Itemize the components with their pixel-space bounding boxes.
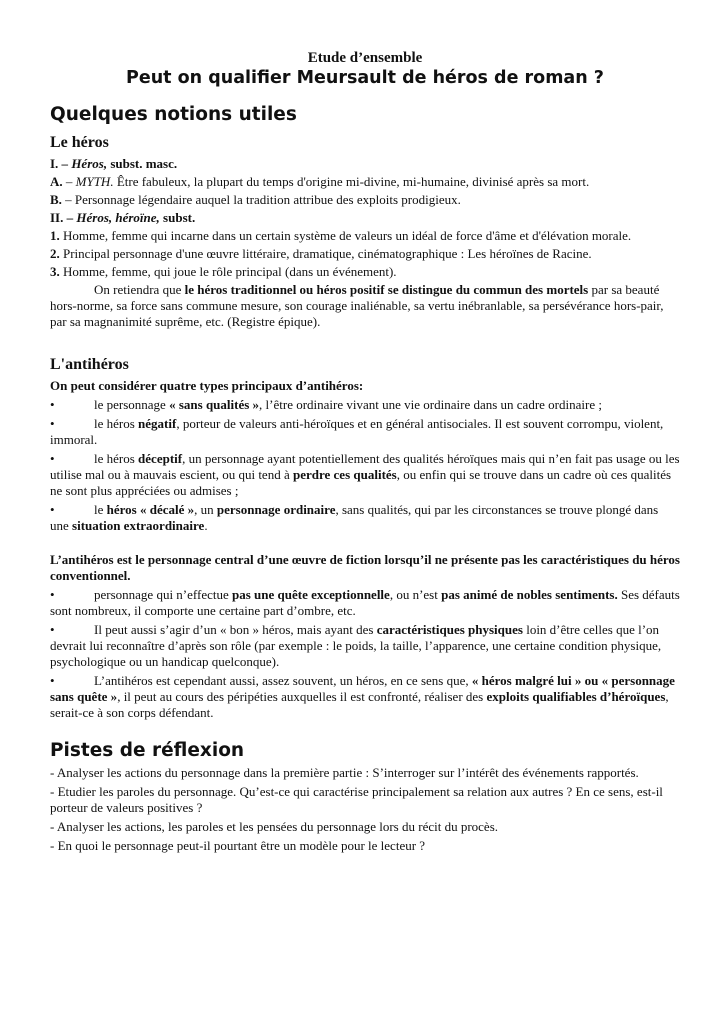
bullet-icon: •: [50, 673, 55, 688]
definition-2-1: [50, 228, 680, 244]
list-item-text: Ses défauts sont nombreux, il comporte une certaine part d’ombre, etc.: [50, 587, 680, 618]
list-item-text: personnage qui n’effectue: [94, 587, 233, 602]
list-item-emphasis: « sans qualités »: [169, 397, 260, 412]
bullet-icon: •: [50, 622, 55, 637]
list-item-text: L’antihéros est cependant aussi, assez souvent, un héros, en ce sens que,: [94, 673, 472, 688]
definition-grammar: subst.: [159, 210, 196, 225]
definition-2-2: [50, 246, 680, 262]
list-item: - Analyser les actions, les paroles et les pensées du personnage lors du récit du procès.: [50, 819, 499, 834]
document-kicker: Etude d’ensemble: [307, 50, 423, 66]
list-item-emphasis: pas une quête exceptionnelle: [232, 587, 390, 602]
subheading-hero: Le héros: [50, 134, 109, 151]
list-item-text: , un personnage ayant potentiellement des qualités héroïques mais qui n’en fait pas usage ou les utilise mal ou à mauvais escient, ou qui tend à: [50, 451, 680, 482]
definition-text: – Personnage légendaire auquel la tradition attribue des exploits prodigieux.: [61, 192, 461, 207]
list-item-text: , sans qualités, qui par les circonstances se trouve plongé dans une: [50, 502, 659, 533]
definition-label: B.: [50, 192, 62, 207]
definition-text: Homme, femme, qui joue le rôle principal (dans un événement).: [59, 264, 397, 279]
definition-number: II. –: [50, 210, 77, 225]
list-item-text: le: [94, 502, 107, 517]
list-item: - En quoi le personnage peut-il pourtant être un modèle pour le lecteur ?: [50, 838, 426, 853]
list-item-emphasis: caractéristiques physiques: [376, 622, 523, 637]
list-item-text: , il peut au cours des péripéties auxquelles il est confronté, réaliser des: [117, 689, 487, 704]
list-item-text: , un: [194, 502, 217, 517]
bullet-icon: •: [50, 451, 55, 466]
definition-grammar: subst. masc.: [107, 156, 178, 171]
hero-definitions: [50, 156, 680, 330]
list-item-text: , serait-ce à son corps défendant.: [50, 689, 669, 720]
bullet-icon: •: [50, 416, 55, 431]
antihero-types: [50, 378, 680, 721]
definition-number: I. –: [50, 156, 72, 171]
list-item: - Analyser les actions du personnage dans la première partie : S’interroger sur l’intérêt des événements rapportés.: [50, 765, 639, 780]
list-item-emphasis: négatif: [138, 416, 177, 431]
bullet-icon: •: [50, 587, 55, 602]
list-item-emphasis: ou « personnage sans quête »: [50, 673, 675, 704]
definition-label: A.: [50, 174, 63, 189]
list-item-text: Il peut aussi s’agir d’un « bon » héros, mais ayant des: [94, 622, 377, 637]
list-item-text: loin d’être celles que l’on devrait lui reconnaître d’après son rôle (par exemple : le poids, la taille, l’apparence, une certaine condition physique, psychologique ou un handicap quelconque).: [50, 622, 662, 669]
definition-text: Être fabuleux, la plupart du temps d'origine mi-divine, mi-humaine, divinisé après sa mort.: [113, 174, 590, 189]
definition-term: Héros,: [71, 156, 108, 171]
list-item: [50, 416, 680, 448]
definition-term: Héros, héroïne,: [76, 210, 160, 225]
definition-text: Homme, femme qui incarne dans un certain système de valeurs un idéal de force d'âme et d'élévation morale.: [59, 228, 632, 243]
list-item: [50, 451, 680, 499]
list-item-text: , l’être ordinaire vivant une vie ordinaire dans un cadre ordinaire ;: [259, 397, 602, 412]
list-item-emphasis: personnage ordinaire: [216, 502, 336, 517]
list-item-text: .: [204, 518, 208, 533]
paragraph-text: On retiendra que: [94, 282, 185, 297]
list-item-text: , porteur de valeurs anti-héroïques et en général antisociales. Il est souvent corrompu, violent, immoral.: [50, 416, 664, 447]
list-item-text: le héros: [94, 416, 139, 431]
bullet-icon: •: [50, 502, 55, 517]
pistes-list: [50, 765, 680, 854]
list-item: [50, 622, 680, 670]
paragraph-text: par sa beauté hors-norme, sa force sans commune mesure, son courage inaliénable, sa vertu inébranlable, sa persévérance hors-pair, par sa magnanimité suprême, etc. (Registre épique).: [50, 282, 664, 329]
definition-label: 2.: [50, 246, 60, 261]
definition-text: Principal personnage d'une œuvre littéraire, dramatique, cinématographique : Les héroïnes de Racine.: [59, 246, 592, 261]
list-item: [50, 397, 680, 413]
list-item-emphasis: exploits qualifiables d’héroïques: [486, 689, 666, 704]
section-heading-pistes: Pistes de réflexion: [50, 740, 245, 761]
definition-label: 3.: [50, 264, 60, 279]
antihero-intro: On peut considérer quatre types principaux d’antihéros:: [50, 378, 364, 393]
definition-1a: [50, 174, 680, 190]
list-item-emphasis: situation extraordinaire: [72, 518, 205, 533]
list-item-emphasis: « héros malgré lui »: [471, 673, 582, 688]
document-title: Peut on qualifier Meursault de héros de roman ?: [126, 68, 604, 88]
bullet-icon: •: [50, 397, 55, 412]
list-item-text: , ou enfin qui se trouve dans un cadre où ces qualités ne sont plus appréciées ou admises ;: [50, 467, 672, 498]
list-item-text: le héros: [94, 451, 139, 466]
hero-summary-paragraph: [50, 282, 680, 330]
list-item-emphasis: perdre ces qualités: [292, 467, 397, 482]
document-page: [50, 50, 680, 857]
list-item: [50, 587, 680, 619]
definition-dash: –: [62, 174, 76, 189]
list-item-emphasis: déceptif: [138, 451, 183, 466]
definition-2-3: [50, 264, 680, 280]
list-item-text: le personnage: [94, 397, 170, 412]
definition-1b: [50, 192, 680, 208]
section-heading-notions: Quelques notions utiles: [50, 104, 297, 125]
definition-2-heading: [50, 210, 680, 226]
list-item-emphasis: héros « décalé »: [106, 502, 195, 517]
list-item-text: , ou n’est: [389, 587, 442, 602]
definition-label: 1.: [50, 228, 60, 243]
subheading-antihero: L'antihéros: [50, 356, 129, 373]
list-item: [50, 502, 680, 534]
list-item: - Etudier les paroles du personnage. Qu’est-ce qui caractérise principalement sa relation aux autres ? En ce sens, est-il porteur de valeurs positives ?: [50, 784, 663, 815]
paragraph-emphasis: le héros traditionnel ou héros positif se distingue du commun des mortels: [184, 282, 589, 297]
definition-1-heading: [50, 156, 680, 172]
list-item: [50, 673, 680, 721]
antihero-definition: L’antihéros est le personnage central d’une œuvre de fiction lorsqu’il ne présente pas les caractéristiques du héros conventionnel.: [50, 552, 680, 583]
definition-domain: MYTH.: [75, 174, 114, 189]
list-item-emphasis: pas animé de nobles sentiments.: [441, 587, 618, 602]
